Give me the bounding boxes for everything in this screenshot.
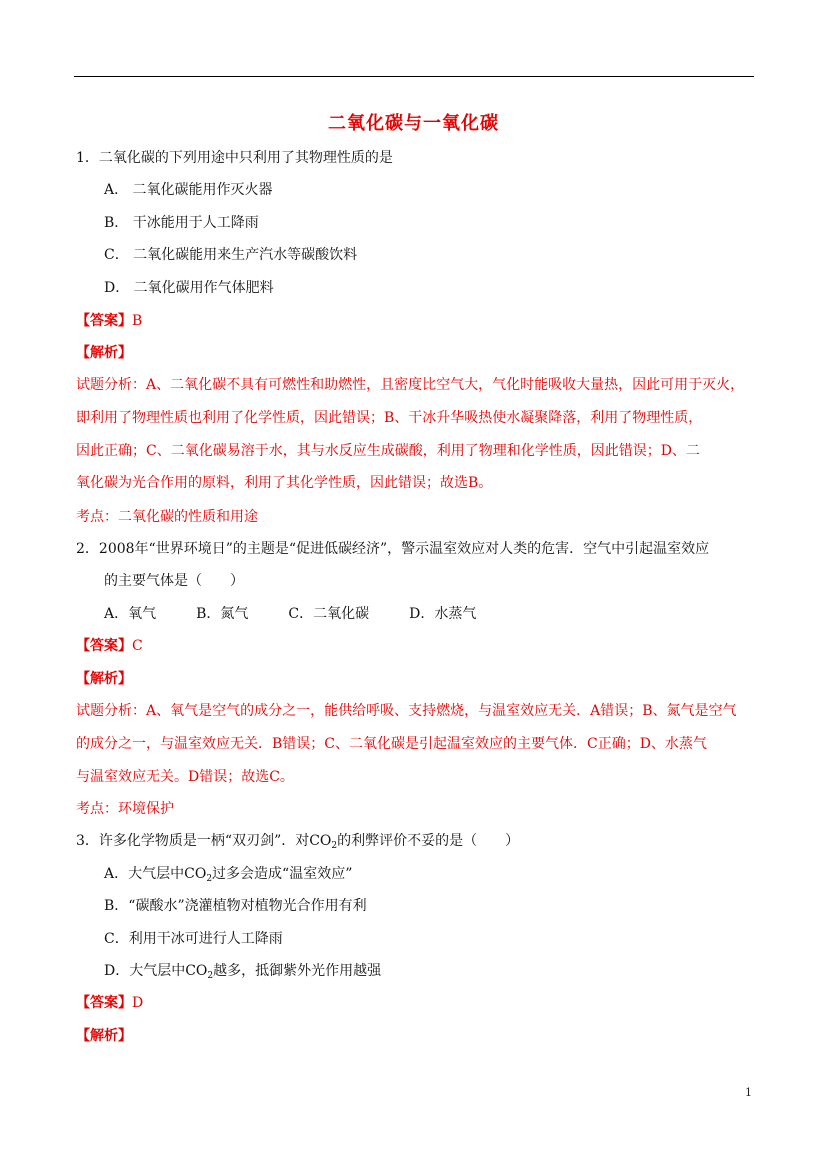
q2-analysis-line-1: 试题分析：A、氧气是空气的成分之一，能供给呼吸、支持燃烧，与温室效应无关．A错误；B、氮气是空气 xyxy=(76,703,737,719)
q3-analysis-label: 【解析】 xyxy=(76,1028,132,1044)
q3-option-d-sub: 2 xyxy=(207,971,214,981)
q1-kaodian: 考点：二氧化碳的性质和用途 xyxy=(76,509,258,525)
q1-analysis-line-3: 因此正确；C、二氧化碳易溶于水，其与水反应生成碳酸，利用了物理和化学性质，因此错误；D、二 xyxy=(76,443,700,459)
q3-option-a-post: 过多会造成“温室效应” xyxy=(212,866,353,882)
q1-stem: 1．二氧化碳的下列用途中只利用了其物理性质的是 xyxy=(76,150,393,166)
q3-stem-post: 的利弊评价不妥的是（ ） xyxy=(337,833,520,849)
q3-option-a-sub: 2 xyxy=(206,874,213,884)
q3-option-d xyxy=(104,961,381,986)
q1-answer-label: 【答案】 xyxy=(76,313,132,329)
q1-analysis-line-4: 氧化碳为光合作用的原料，利用了其化学性质，因此错误；故选B。 xyxy=(76,475,493,491)
q1-option-c: C． 二氧化碳能用来生产汽水等碳酸饮料 xyxy=(104,247,358,263)
q1-option-d: D． 二氧化碳用作气体肥料 xyxy=(104,280,274,296)
q3-answer-label: 【答案】 xyxy=(76,995,132,1011)
q2-analysis-line-3: 与温室效应无关。D错误；故选C。 xyxy=(76,769,294,785)
q1-option-b: B． 干冰能用于人工降雨 xyxy=(104,215,259,231)
q2-answer-label: 【答案】 xyxy=(76,638,132,654)
q3-stem-sub: 2 xyxy=(331,841,338,851)
page-title: 二氧化碳与一氧化碳 xyxy=(328,113,499,134)
q1-analysis-label: 【解析】 xyxy=(76,345,132,361)
q2-option-c: C．二氧化碳 xyxy=(288,606,370,622)
q3-option-d-post: 越多，抵御紫外光作用越强 xyxy=(213,963,382,979)
q2-analysis-label: 【解析】 xyxy=(76,671,132,687)
q2-stem-line-1: 2．2008年“世界环境日”的主题是“促进低碳经济”，警示温室效应对人类的危害．空气中引起温室效应 xyxy=(76,541,710,557)
q2-answer xyxy=(76,636,143,656)
q2-option-d: D．水蒸气 xyxy=(409,606,477,622)
q3-option-a-pre: A．大气层中CO xyxy=(104,866,207,882)
q3-option-d-pre: D．大气层中CO xyxy=(104,963,208,979)
q2-analysis-line-2: 的成分之一，与温室效应无关．B错误；C、二氧化碳是引起温室效应的主要气体．C正确；D、水蒸气 xyxy=(76,736,707,752)
q1-analysis-line-2: 即利用了物理性质也利用了化学性质，因此错误；B、干冰升华吸热使水凝聚降落，利用了物理性质， xyxy=(76,410,703,426)
q2-stem-line-2: 的主要气体是（ ） xyxy=(104,573,244,589)
page-number: 1 xyxy=(745,1086,752,1099)
q3-option-c: C．利用干冰可进行人工降雨 xyxy=(104,931,283,947)
q1-answer xyxy=(76,311,142,331)
header-rule xyxy=(74,76,754,77)
q3-answer xyxy=(76,993,143,1013)
q3-option-b: B．“碳酸水”浇灌植物对植物光合作用有利 xyxy=(104,898,367,914)
q3-stem-pre: 3．许多化学物质是一柄“双刃剑”．对CO xyxy=(76,833,332,849)
q2-kaodian: 考点：环境保护 xyxy=(76,801,174,817)
q3-stem xyxy=(76,831,519,856)
q1-analysis-line-1: 试题分析：A、二氧化碳不具有可燃性和助燃性，且密度比空气大，气化时能吸收大量热，因此可用于灭火， xyxy=(76,377,745,393)
q3-option-a xyxy=(104,864,352,889)
q2-options xyxy=(104,604,516,624)
q2-option-b: B．氮气 xyxy=(196,606,249,622)
q1-option-a: A． 二氧化碳能用作灭火器 xyxy=(104,182,273,198)
q2-answer-value: C xyxy=(132,638,143,654)
q1-answer-value: B xyxy=(132,313,143,329)
q2-option-a: A．氧气 xyxy=(104,606,157,622)
q3-answer-value: D xyxy=(132,995,144,1011)
